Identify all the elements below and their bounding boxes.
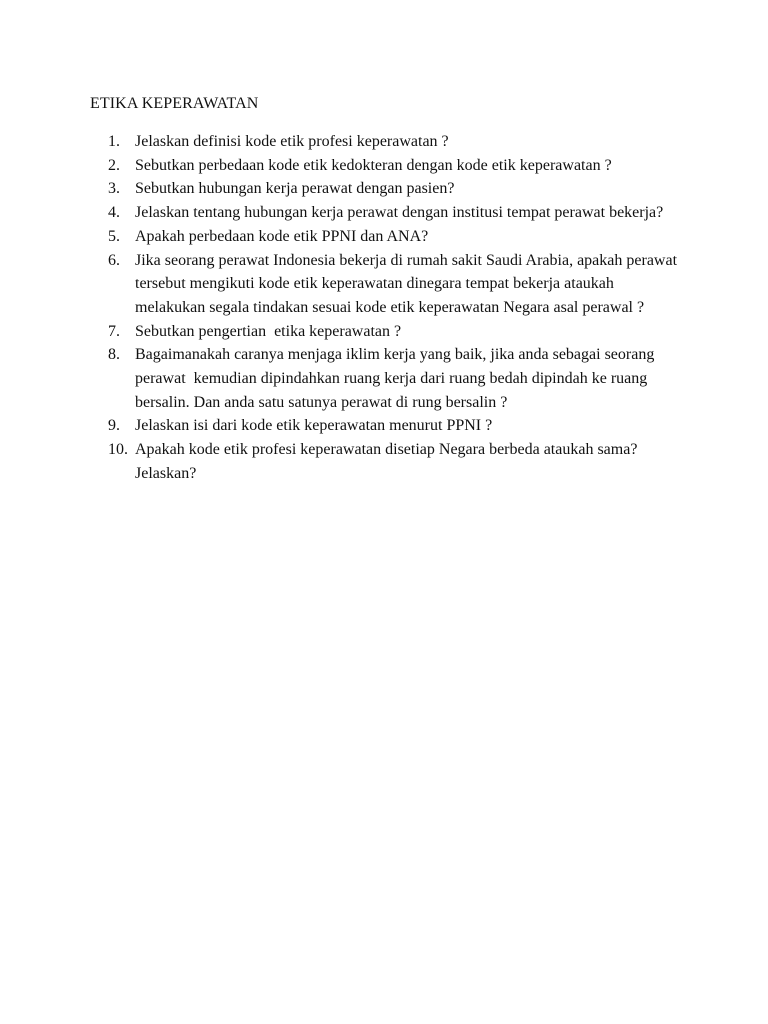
question-item bbox=[108, 154, 688, 178]
question-item bbox=[108, 414, 688, 438]
question-number: 5. bbox=[108, 227, 120, 245]
question-item bbox=[108, 201, 688, 225]
question-text: Sebutkan hubungan kerja perawat dengan pasien? bbox=[135, 180, 455, 198]
question-item bbox=[108, 438, 688, 485]
question-number: 8. bbox=[108, 346, 120, 364]
question-item bbox=[108, 177, 688, 201]
question-number: 9. bbox=[108, 417, 120, 435]
question-number: 1. bbox=[108, 133, 120, 150]
question-item bbox=[108, 320, 688, 344]
question-number: 4. bbox=[108, 204, 120, 222]
question-text: Jelaskan isi dari kode etik keperawatan menurut PPNI ? bbox=[135, 417, 493, 435]
question-text: Bagaimanakah caranya menjaga iklim kerja yang baik, jika anda sebagai seorang perawat kemudian dipindahkan ruang kerja dari ruang bedah dipindah ke ruang bersalin. Dan anda satu satunya perawat di rung bersalin ? bbox=[135, 346, 659, 411]
question-text: Jika seorang perawat Indonesia bekerja di rumah sakit Saudi Arabia, apakah perawat tersebut mengikuti kode etik keperawatan dinegara tempat bekerja ataukah melakukan segala tindakan sesuai kode etik keperawatan Negara asal perawal ? bbox=[135, 251, 682, 316]
question-text: Apakah perbedaan kode etik PPNI dan ANA? bbox=[135, 227, 429, 245]
question-text: Sebutkan pengertian etika keperawatan ? bbox=[135, 322, 402, 340]
question-number: 7. bbox=[108, 322, 120, 340]
question-item bbox=[108, 343, 688, 414]
question-item bbox=[108, 225, 688, 249]
document-title: ETIKA KEPERAWATAN bbox=[90, 95, 259, 112]
question-list bbox=[108, 130, 688, 486]
question-item bbox=[108, 249, 688, 320]
question-text: Apakah kode etik profesi keperawatan disetiap Negara berbeda ataukah sama? Jelaskan? bbox=[135, 441, 642, 482]
question-number: 2. bbox=[108, 156, 120, 174]
question-text: Jelaskan definisi kode etik profesi keperawatan ? bbox=[135, 133, 449, 150]
question-text: Jelaskan tentang hubungan kerja perawat dengan institusi tempat perawat bekerja? bbox=[135, 204, 664, 222]
question-number: 3. bbox=[108, 180, 120, 198]
question-number: 10. bbox=[108, 441, 128, 459]
question-text: Sebutkan perbedaan kode etik kedokteran dengan kode etik keperawatan ? bbox=[135, 156, 612, 174]
question-number: 6. bbox=[108, 251, 120, 269]
question-item bbox=[108, 130, 688, 154]
